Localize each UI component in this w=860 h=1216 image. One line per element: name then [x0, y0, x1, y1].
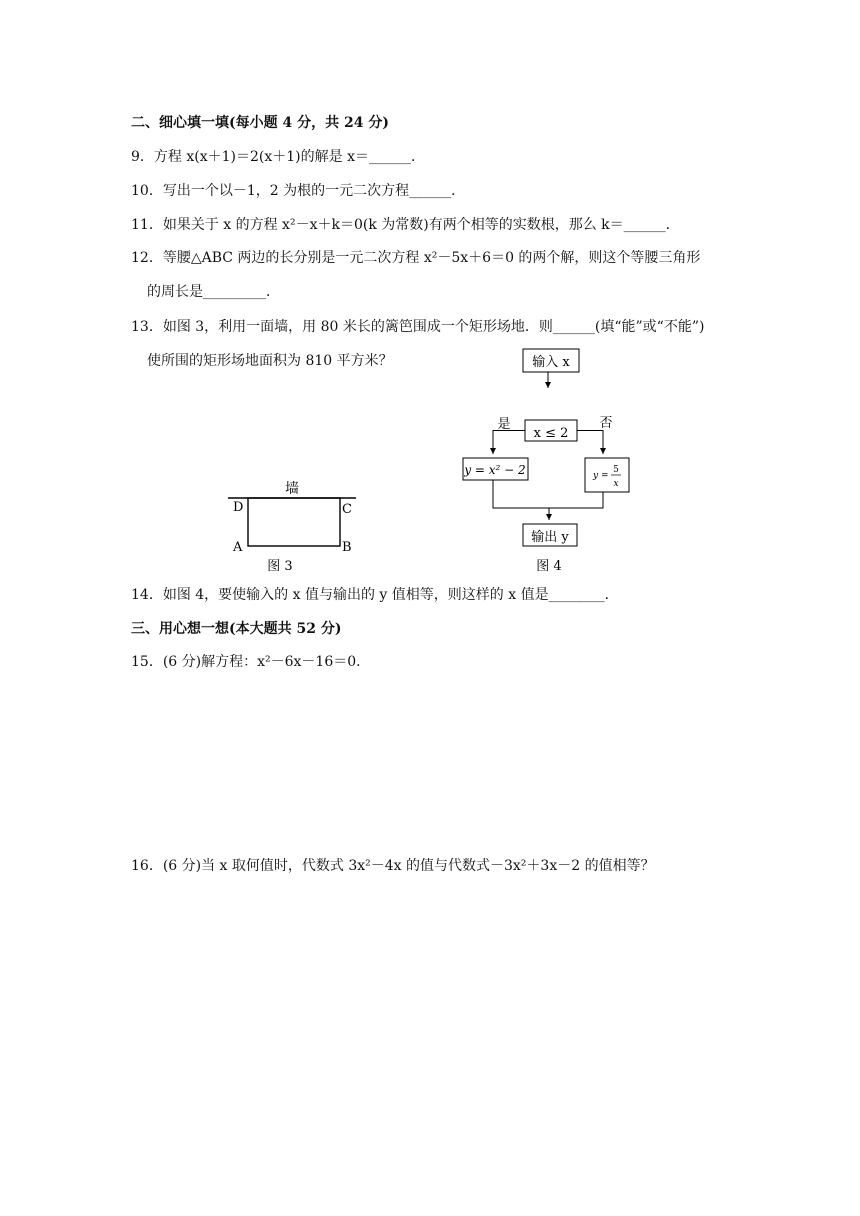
right-expression-denominator: x [613, 479, 619, 489]
right-expression-prefix: y = [593, 471, 609, 481]
condition-label: x ≤ 2 [533, 426, 569, 441]
question-9: 9．方程 x(x＋1)＝2(x＋1)的解是 x＝______． [131, 149, 425, 165]
section-2-heading: 二、细心填一填(每小题 4 分，共 24 分) [131, 115, 389, 131]
section-3-heading: 三、用心想一想(本大题共 52 分) [131, 621, 342, 637]
question-12-line1: 12．等腰△ABC 两边的长分别是一元二次方程 x²－5x＋6＝0 的两个解，则这个等腰三角形 [131, 250, 701, 266]
figure-3-caption: 图 3 [267, 559, 293, 574]
vertex-b: B [342, 540, 352, 555]
vertex-d: D [233, 500, 244, 515]
wall-label: 墙 [285, 481, 299, 497]
question-10: 10．写出一个以－1，2 为根的一元二次方程______． [131, 183, 466, 199]
question-14: 14．如图 4，要使输入的 x 值与输出的 y 值相等，则这样的 x 值是________． [131, 587, 619, 603]
question-15: 15．(6 分)解方程：x²－6x－16＝0． [131, 654, 371, 670]
figure-4 [455, 346, 655, 576]
question-11: 11．如果关于 x 的方程 x²－x＋k＝0(k 为常数)有两个相等的实数根，那么 k＝______． [131, 217, 680, 233]
figure-4-caption: 图 4 [536, 559, 562, 574]
input-label: 输入 x [532, 355, 570, 370]
fence-rectangle [248, 498, 340, 546]
question-13-line2: 使所围的矩形场地面积为 810 平方米？ [147, 353, 393, 369]
figure-3 [222, 476, 362, 576]
merge-line [493, 480, 603, 508]
yes-label: 是 [497, 417, 511, 432]
left-expression: y = x² − 2 [464, 463, 526, 477]
question-12-line2: 的周长是_________． [147, 284, 280, 300]
question-13-line1: 13．如图 3，利用一面墙，用 80 米长的篱笆围成一个矩形场地．则______(填“能”或“不能”) [131, 319, 705, 335]
arrow-yes [493, 431, 525, 455]
arrow-no [577, 431, 603, 455]
right-expression-numerator: 5 [613, 465, 619, 475]
vertex-a: A [233, 540, 243, 555]
output-label: 输出 y [531, 530, 569, 545]
no-label: 否 [599, 416, 613, 431]
vertex-c: C [342, 502, 352, 517]
question-16: 16．(6 分)当 x 取何值时，代数式 3x²－4x 的值与代数式－3x²＋3x－2 的值相等？ [131, 858, 655, 874]
